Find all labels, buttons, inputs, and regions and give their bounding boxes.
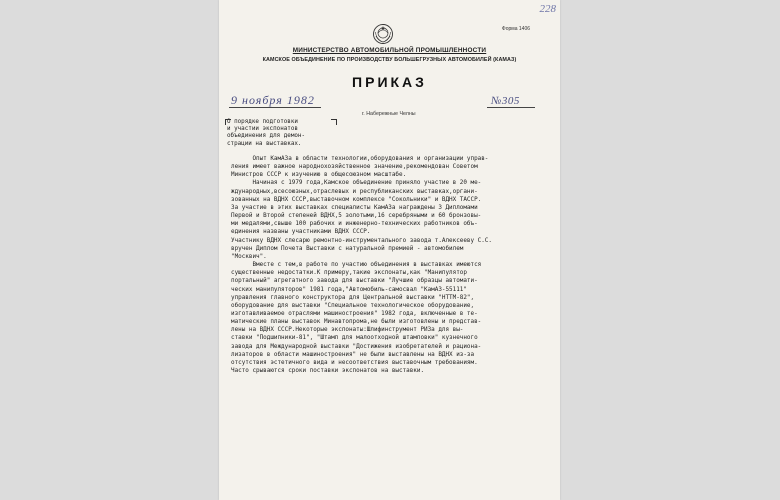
body-line: изготавливаемое отраслями машиностроения" 1982 года, включенные в те- (231, 309, 478, 317)
body-line: единения названы участниками ВДНХ СССР. (231, 228, 371, 236)
body-line: ления имеет важное народнохозяйственное значение,рекомендован Советом (231, 163, 478, 171)
body-line: управления главного конструктора для Центральной выставки "НТТМ-82", (231, 293, 475, 301)
body-line: отсутствия эстетичного вида и несоответствия выставочным требованиям. (231, 358, 478, 366)
body-line: Начиная с 1979 года,Камское объединение приняло участие в 20 ме- (231, 179, 482, 187)
body-line: существенные недостатки.К примеру,такие экспонаты,как "Манипулятор (231, 269, 467, 277)
subject-line: и участии экспонатов (227, 126, 298, 133)
body-line: "Москвич". (231, 252, 267, 260)
subject-line: объединения для демон- (227, 133, 306, 140)
association-header: КАМСКОЕ ОБЪЕДИНЕНИЕ ПО ПРОИЗВОДСТВУ БОЛЬШЕГРУЗНЫХ АВТОМОБИЛЕЙ (КАМАЗ) (262, 57, 517, 63)
body-line: оборудование для выставки "Специальное технологическое оборудование, (231, 301, 475, 309)
order-subject (227, 119, 333, 148)
ministry-header (219, 47, 560, 54)
body-line: зованных на ВДНХ СССР,выставочном комплексе "Сокольники" и ВДНХ ТАССР. (231, 195, 482, 203)
order-city: г. Набережные Челны (362, 111, 416, 117)
handwritten-archive-number: 228 (539, 3, 556, 15)
body-line: Вместе с тем,в работе по участию объединения в выставках имеются (231, 261, 482, 269)
body-line: портальный" агрегатного завода для выставки "Лучшие образцы автомати- (231, 277, 478, 285)
body-line: Участнику ВДНХ слесарю ремонтно-инструментального завода т.Алексееву С.С. (231, 236, 492, 244)
subject-bracket-left (225, 119, 231, 125)
number-underline (487, 107, 535, 108)
body-line: ческих манипуляторов" 1981 года,"Автомобиль-самосвал "КамАЗ-55111" (231, 285, 467, 293)
body-line: ждународных,всесоюзных,отраслевых и республиканских выставках,органи- (231, 187, 478, 195)
body-line: Министров СССР к изучению в общесоюзном масштабе. (231, 171, 407, 179)
ministry-name: МИНИСТЕРСТВО АВТОМОБИЛЬНОЙ ПРОМЫШЛЕННОСТИ (292, 47, 487, 54)
body-line: За участие в этих выставках специалисты КамАЗа награждены 3 Дипломами (231, 203, 478, 211)
body-line: Первой и Второй степеней ВДНХ,5 золотыми,16 серебряными и 60 бронзовы- (231, 212, 482, 220)
subject-line: страции на выставках. (227, 140, 302, 147)
date-underline (229, 107, 321, 108)
state-emblem-icon (372, 23, 394, 45)
document-page (219, 0, 560, 500)
form-number: Форма 1406 (501, 26, 530, 32)
subject-bracket-right (331, 119, 337, 125)
document-title: ПРИКАЗ (352, 74, 427, 90)
body-line: ставки "Подшипники-81", "Штамп для малоотходной штамповки" кузнечного (231, 334, 478, 342)
body-line: Опыт КамАЗа в области технологии,оборудования и организации управ- (231, 155, 489, 162)
body-line: матические планы выставок Минавтопрома,не были изготовлены и представ- (231, 318, 482, 326)
body-line: лизаторов в области машиностроения" не были выставлены на ВДНХ из-за (231, 350, 475, 358)
order-date: 9 ноября 1982 (231, 93, 315, 107)
body-line: лены на ВДНХ СССР.Некоторые экспонаты:Шлифинструмент РИЗа для вы- (231, 326, 464, 334)
order-number: №305 (491, 95, 520, 107)
body-line: завода для Международной выставки "Достижения изобретателей и рациона- (231, 342, 482, 350)
order-body (231, 155, 556, 375)
body-line: вручен Диплом Почета Выставки с натуральной премией - автомобилем (231, 244, 464, 252)
subject-line: О порядке подготовки (227, 119, 298, 125)
body-line: Часто срываются сроки поставки экспонатов на выставки. (231, 367, 425, 375)
body-line: ми медалями,свыше 100 рабочих и инженерно-технических работников объ- (231, 220, 478, 228)
